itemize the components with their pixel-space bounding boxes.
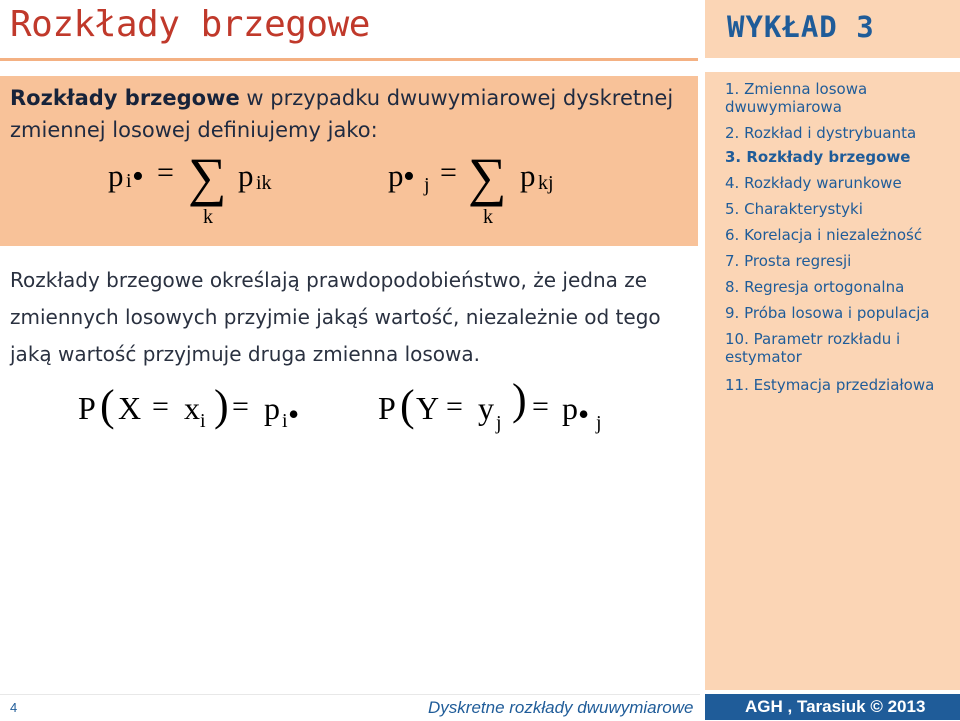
f3-eq2: = [232,390,249,423]
f2-p2: p [520,158,536,193]
toc-item-number: 4. [725,174,740,192]
footer-title: Dyskretne rozkłady dwuwymiarowe [428,698,694,717]
f4-rp: ) [512,375,527,424]
f3-x: x [184,390,200,426]
footer-left [0,694,700,721]
toc-item [725,200,957,218]
f4-y: y [478,390,494,426]
toc-item-label: Rozkłady brzegowe [746,148,911,166]
footer-author-bar [705,694,960,720]
formula-prob-x [0,380,360,450]
f1-sub-ik: ik [256,172,272,194]
toc-item-label: Rozkład i dystrybuanta [744,124,917,142]
f2-sub-kj: kj [538,172,554,194]
footer-author: AGH , Tarasiuk © 2013 [745,697,926,716]
f1-sub-i: i [126,170,132,192]
title-divider [0,58,698,61]
toc-item-label: Próba losowa i populacja [744,304,930,322]
slide-title: Rozkłady brzegowe [10,4,370,45]
f2-eq: = [440,156,457,189]
f3-sub-i2: i [282,410,288,432]
toc-item-number: 5. [725,200,740,218]
f4-sub-j2: j [596,412,602,434]
toc-item [725,226,957,244]
toc-item [725,252,957,270]
explanation-paragraph: Rozkłady brzegowe określają prawdopodobieństwo, że jedna ze zmiennych losowych przyjmie jakąś wartość, niezależnie od tego jaką wartość przyjmuje druga zmienna losowa. [10,268,661,366]
f2-p: p [388,158,404,193]
toc-item-label: Parametr rozkładu i estymator [725,330,901,366]
toc-item [725,174,957,192]
toc-item [725,376,957,394]
lecture-label: WYKŁAD 3 [727,10,875,44]
toc-item-label: Estymacja przedziałowa [753,376,935,394]
toc-item-label: Zmienna losowa dwuwymiarowa [725,80,868,116]
definition-term: Rozkłady brzegowe [10,86,240,110]
toc-item-number: 3. [725,148,742,166]
toc-item-label: Charakterystyki [744,200,863,218]
f2-dot: • [403,158,415,195]
f3-dot: • [288,396,300,432]
panel-divider [705,58,960,72]
f1-p2: p [238,158,254,193]
formula-marginal-y [0,76,698,246]
definition-rest: w przypadku dwuwymiarowej dyskretnej zmiennej losowej definiujemy jako: [10,86,674,142]
f4-dot: • [578,396,590,432]
f4-sub-j: j [496,412,502,434]
slide-header [0,0,700,58]
toc-item-label: Rozkłady warunkowe [744,174,902,192]
f1-k: k [203,206,213,228]
toc-item [725,80,957,116]
toc-item-number: 8. [725,278,740,296]
toc-item [725,148,957,166]
f4-p: p [562,390,578,426]
f3-X: X [118,390,142,426]
definition-box [0,76,698,246]
f3-sub-i: i [200,410,206,432]
f4-lp: ( [400,381,415,430]
f3-lp: ( [100,381,115,430]
f2-sigma: ∑ [468,147,507,207]
toc-item-number: 9. [725,304,740,322]
toc-item-number: 7. [725,252,740,270]
toc-item [725,304,957,322]
toc-item-number: 10. [725,330,749,348]
f1-p: p [108,158,124,193]
toc-item-label: Korelacja i niezależność [744,226,923,244]
toc-item [725,330,957,366]
f2-sub-j: j [424,174,430,196]
toc-item [725,278,957,296]
f1-sigma: ∑ [188,147,227,207]
f2-k: k [483,206,493,228]
formula-prob-y [360,375,680,450]
page-number: 4 [10,700,18,715]
f1-dot: • [132,158,144,195]
f3-rp: ) [214,381,229,430]
f3-eq: = [152,390,169,423]
f3-p: p [264,390,280,426]
toc-item [725,124,957,142]
toc-item-number: 2. [725,124,740,142]
lecture-panel [705,0,960,690]
f3-P: P [78,390,96,426]
toc-item-number: 6. [725,226,740,244]
f4-eq: = [446,390,463,423]
f4-eq2: = [532,390,549,423]
toc-item-label: Regresja ortogonalna [744,278,905,296]
slide-footer [0,694,960,720]
table-of-contents [725,80,957,394]
f1-eq: = [157,156,174,189]
toc-item-label: Prosta regresji [744,252,852,270]
toc-item-number: 1. [725,80,740,98]
f4-P: P [378,390,396,426]
toc-item-number: 11. [725,376,749,394]
f4-Y: Y [416,390,440,426]
